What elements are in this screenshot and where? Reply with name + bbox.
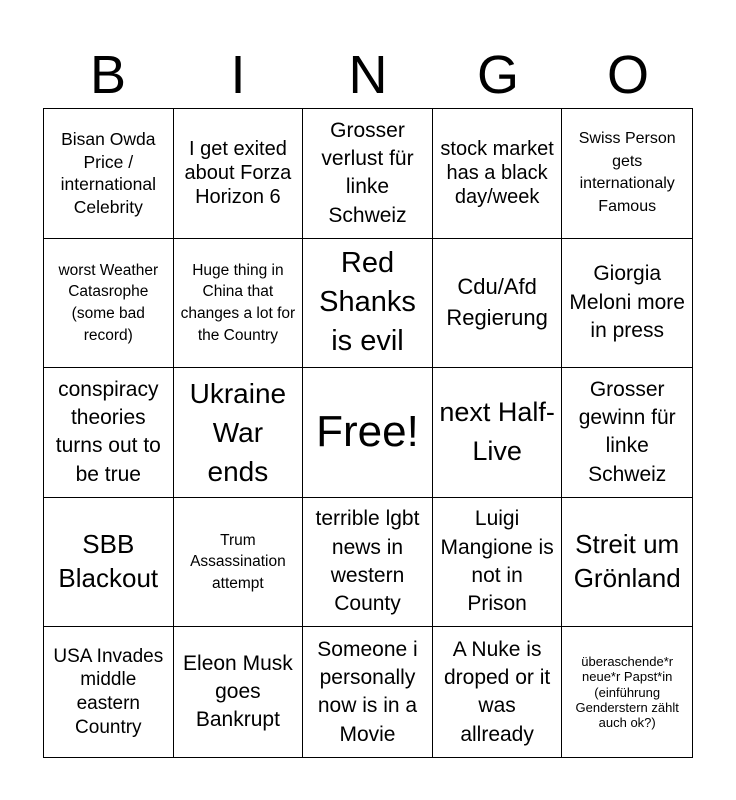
bingo-cell-o5[interactable]	[562, 627, 692, 757]
cell-label: next Half-Live	[439, 397, 555, 467]
bingo-board	[43, 108, 693, 758]
bingo-cell-i4[interactable]	[174, 498, 304, 628]
bingo-cell-b3[interactable]	[44, 368, 174, 498]
bingo-cell-b4[interactable]	[44, 498, 174, 628]
bingo-cell-o3[interactable]	[562, 368, 692, 498]
cell-label: Bisan Owda Price / international Celebrity	[60, 128, 156, 218]
cell-label: Red Shanks is evil	[319, 247, 416, 358]
cell-label: Swiss Person gets internationaly Famous	[578, 129, 676, 216]
bingo-cell-b1[interactable]	[44, 109, 174, 239]
cell-label: Grosser verlust für linke Schweiz	[321, 118, 414, 227]
bingo-cell-i2[interactable]	[174, 239, 304, 369]
cell-label: conspiracy theories turns out to be true	[55, 377, 161, 486]
cell-label: Huge thing in China that changes a lot for the Country	[180, 261, 296, 344]
cell-label: Someone i personally now is in a Movie	[317, 637, 418, 746]
bingo-cell-b2[interactable]	[44, 239, 174, 369]
bingo-cell-g2[interactable]	[433, 239, 563, 369]
cell-label: terrible lgbt news in western County	[315, 507, 420, 616]
cell-label: A Nuke is droped or it was allready	[443, 637, 551, 746]
bingo-cell-i3[interactable]	[174, 368, 304, 498]
cell-label: Giorgia Meloni more in press	[569, 262, 685, 343]
bingo-cell-o1[interactable]	[562, 109, 692, 239]
bingo-cell-g4[interactable]	[433, 498, 563, 628]
cell-label: worst Weather Catasrophe (some bad record)	[58, 261, 159, 344]
cell-label: Eleon Musk goes Bankrupt	[183, 651, 293, 732]
bingo-cell-o4[interactable]	[562, 498, 692, 628]
bingo-cell-n1[interactable]	[303, 109, 433, 239]
bingo-header	[43, 42, 693, 108]
cell-label: Luigi Mangione is not in Prison	[440, 507, 554, 616]
cell-label: USA Invades middle eastern Country	[53, 645, 164, 738]
header-letter-b: B	[89, 45, 127, 105]
header-letter-g: G	[476, 45, 519, 105]
cell-label: Streit um Grönland	[573, 529, 681, 594]
free-space-label: Free!	[316, 407, 419, 457]
cell-label: I get exited about Forza Horizon 6	[184, 138, 292, 209]
bingo-cell-free[interactable]	[303, 368, 433, 498]
bingo-cell-n4[interactable]	[303, 498, 433, 628]
bingo-cell-n5[interactable]	[303, 627, 433, 757]
bingo-cell-i5[interactable]	[174, 627, 304, 757]
cell-label: Cdu/Afd Regierung	[446, 274, 548, 330]
bingo-cell-g5[interactable]	[433, 627, 563, 757]
bingo-cell-i1[interactable]	[174, 109, 304, 239]
header-letter-o: O	[606, 45, 649, 105]
bingo-cell-n2[interactable]	[303, 239, 433, 369]
bingo-cell-o2[interactable]	[562, 239, 692, 369]
cell-label: Ukraine War ends	[189, 377, 287, 488]
bingo-cell-g1[interactable]	[433, 109, 563, 239]
cell-label: SBB Blackout	[58, 529, 159, 594]
cell-label: Grosser gewinn für linke Schweiz	[578, 377, 676, 486]
cell-label: überaschende*r neue*r Papst*in (einführung Genderstern zählt auch ok?)	[575, 653, 679, 731]
bingo-cell-g3[interactable]	[433, 368, 563, 498]
header-letter-i: I	[230, 45, 246, 105]
header-letter-n: N	[348, 45, 388, 105]
cell-label: stock market has a black day/week	[440, 138, 554, 209]
cell-label: Trum Assassination attempt	[190, 531, 286, 592]
bingo-cell-b5[interactable]	[44, 627, 174, 757]
